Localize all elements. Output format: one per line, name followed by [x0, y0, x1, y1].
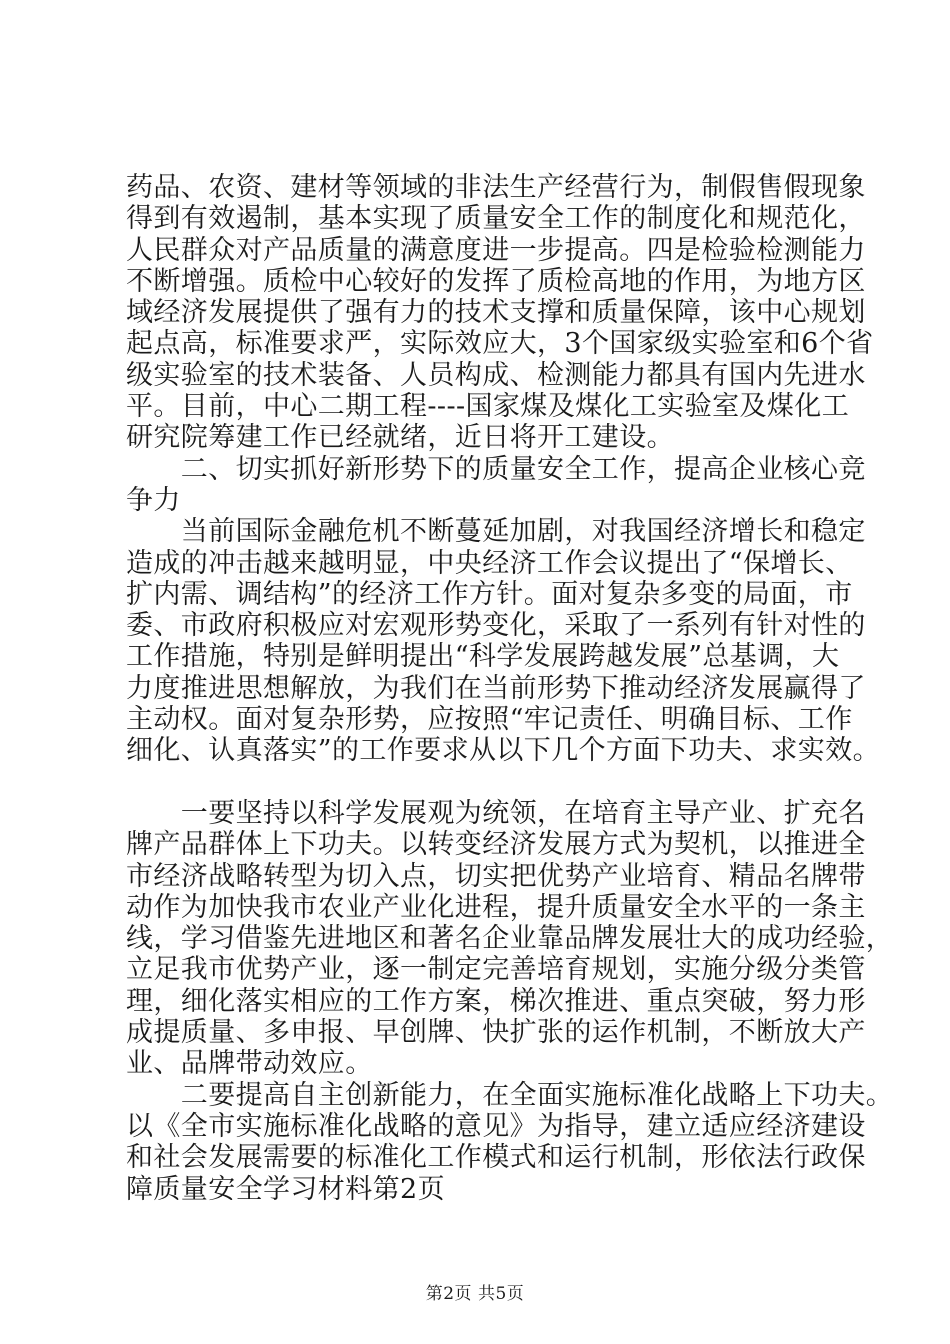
text-line: 成提质量、多申报、早创牌、快扩张的运作机制，不断放大产: [126, 1017, 866, 1049]
text-line: 以《全市实施标准化战略的意见》为指导，建立适应经济建设: [126, 1110, 866, 1142]
text-line: 人民群众对产品质量的满意度进一步提高。四是检验检测能力: [126, 234, 866, 266]
text-line: 一要坚持以科学发展观为统领，在培育主导产业、扩充名: [126, 797, 866, 829]
text-line: 力度推进思想解放，为我们在当前形势下推动经济发展赢得了: [126, 672, 866, 704]
section-heading: 二、切实抓好新形势下的质量安全工作，提高企业核心竞: [126, 453, 866, 485]
text-line: 起点高，标准要求严，实际效应大，3个国家级实验室和6个省: [126, 328, 874, 360]
text-line: 当前国际金融危机不断蔓延加剧，对我国经济增长和稳定: [126, 516, 866, 548]
text-line: 市经济战略转型为切入点，切实把优势产业培育、精品名牌带: [126, 860, 866, 892]
text-line: 二要提高自主创新能力，在全面实施标准化战略上下功夫。: [126, 1079, 894, 1111]
text-line: 牌产品群体上下功夫。以转变经济发展方式为契机，以推进全: [126, 829, 866, 861]
text-line: 障质量安全学习材料第2页: [126, 1173, 445, 1205]
section-heading: 争力: [126, 484, 181, 516]
page-total: 共5页: [477, 1284, 525, 1304]
body-text: [126, 172, 894, 1205]
text-line: 工作措施，特别是鲜明提出“科学发展跨越发展”总基调，大: [126, 641, 840, 673]
text-line: 扩内需、调结构”的经济工作方针。面对复杂多变的局面，市: [126, 578, 853, 610]
text-line: 域经济发展提供了强有力的技术支撑和质量保障，该中心规划: [126, 297, 866, 329]
text-line: 得到有效遏制，基本实现了质量安全工作的制度化和规范化，: [126, 203, 866, 235]
text-line: 药品、农资、建材等领域的非法生产经营行为，制假售假现象: [126, 172, 866, 203]
page-number: 第2页: [425, 1284, 473, 1304]
text-line: 造成的冲击越来越明显，中央经济工作会议提出了“保增长、: [126, 547, 853, 579]
text-line: 主动权。面对复杂形势，应按照“牢记责任、明确目标、工作: [126, 704, 853, 736]
text-line: 平。目前，中心二期工程----国家煤及煤化工实验室及煤化工: [126, 391, 850, 423]
text-line: 研究院筹建工作已经就绪，近日将开工建设。: [126, 422, 674, 454]
text-line: 委、市政府积极应对宏观形势变化，采取了一系列有针对性的: [126, 610, 866, 642]
text-line: 和社会发展需要的标准化工作模式和运行机制，形依法行政保: [126, 1142, 866, 1174]
blank-line: [126, 767, 856, 798]
text-line: 不断增强。质检中心较好的发挥了质检高地的作用，为地方区: [126, 265, 866, 297]
text-line: 业、品牌带动效应。: [126, 1048, 373, 1080]
text-line: 立足我市优势产业，逐一制定完善培育规划，实施分级分类管: [126, 954, 866, 986]
text-line: 级实验室的技术装备、人员构成、检测能力都具有国内先进水: [126, 359, 866, 391]
text-line: 理，细化落实相应的工作方案，梯次推进、重点突破，努力形: [126, 985, 866, 1017]
page-footer: [0, 1283, 950, 1305]
text-line: 动作为加快我市农业产业化进程，提升质量安全水平的一条主: [126, 891, 866, 923]
text-line: 线，学习借鉴先进地区和著名企业靠品牌发展壮大的成功经验，: [126, 923, 894, 955]
text-line: 细化、认真落实”的工作要求从以下几个方面下功夫、求实效。: [126, 735, 881, 767]
